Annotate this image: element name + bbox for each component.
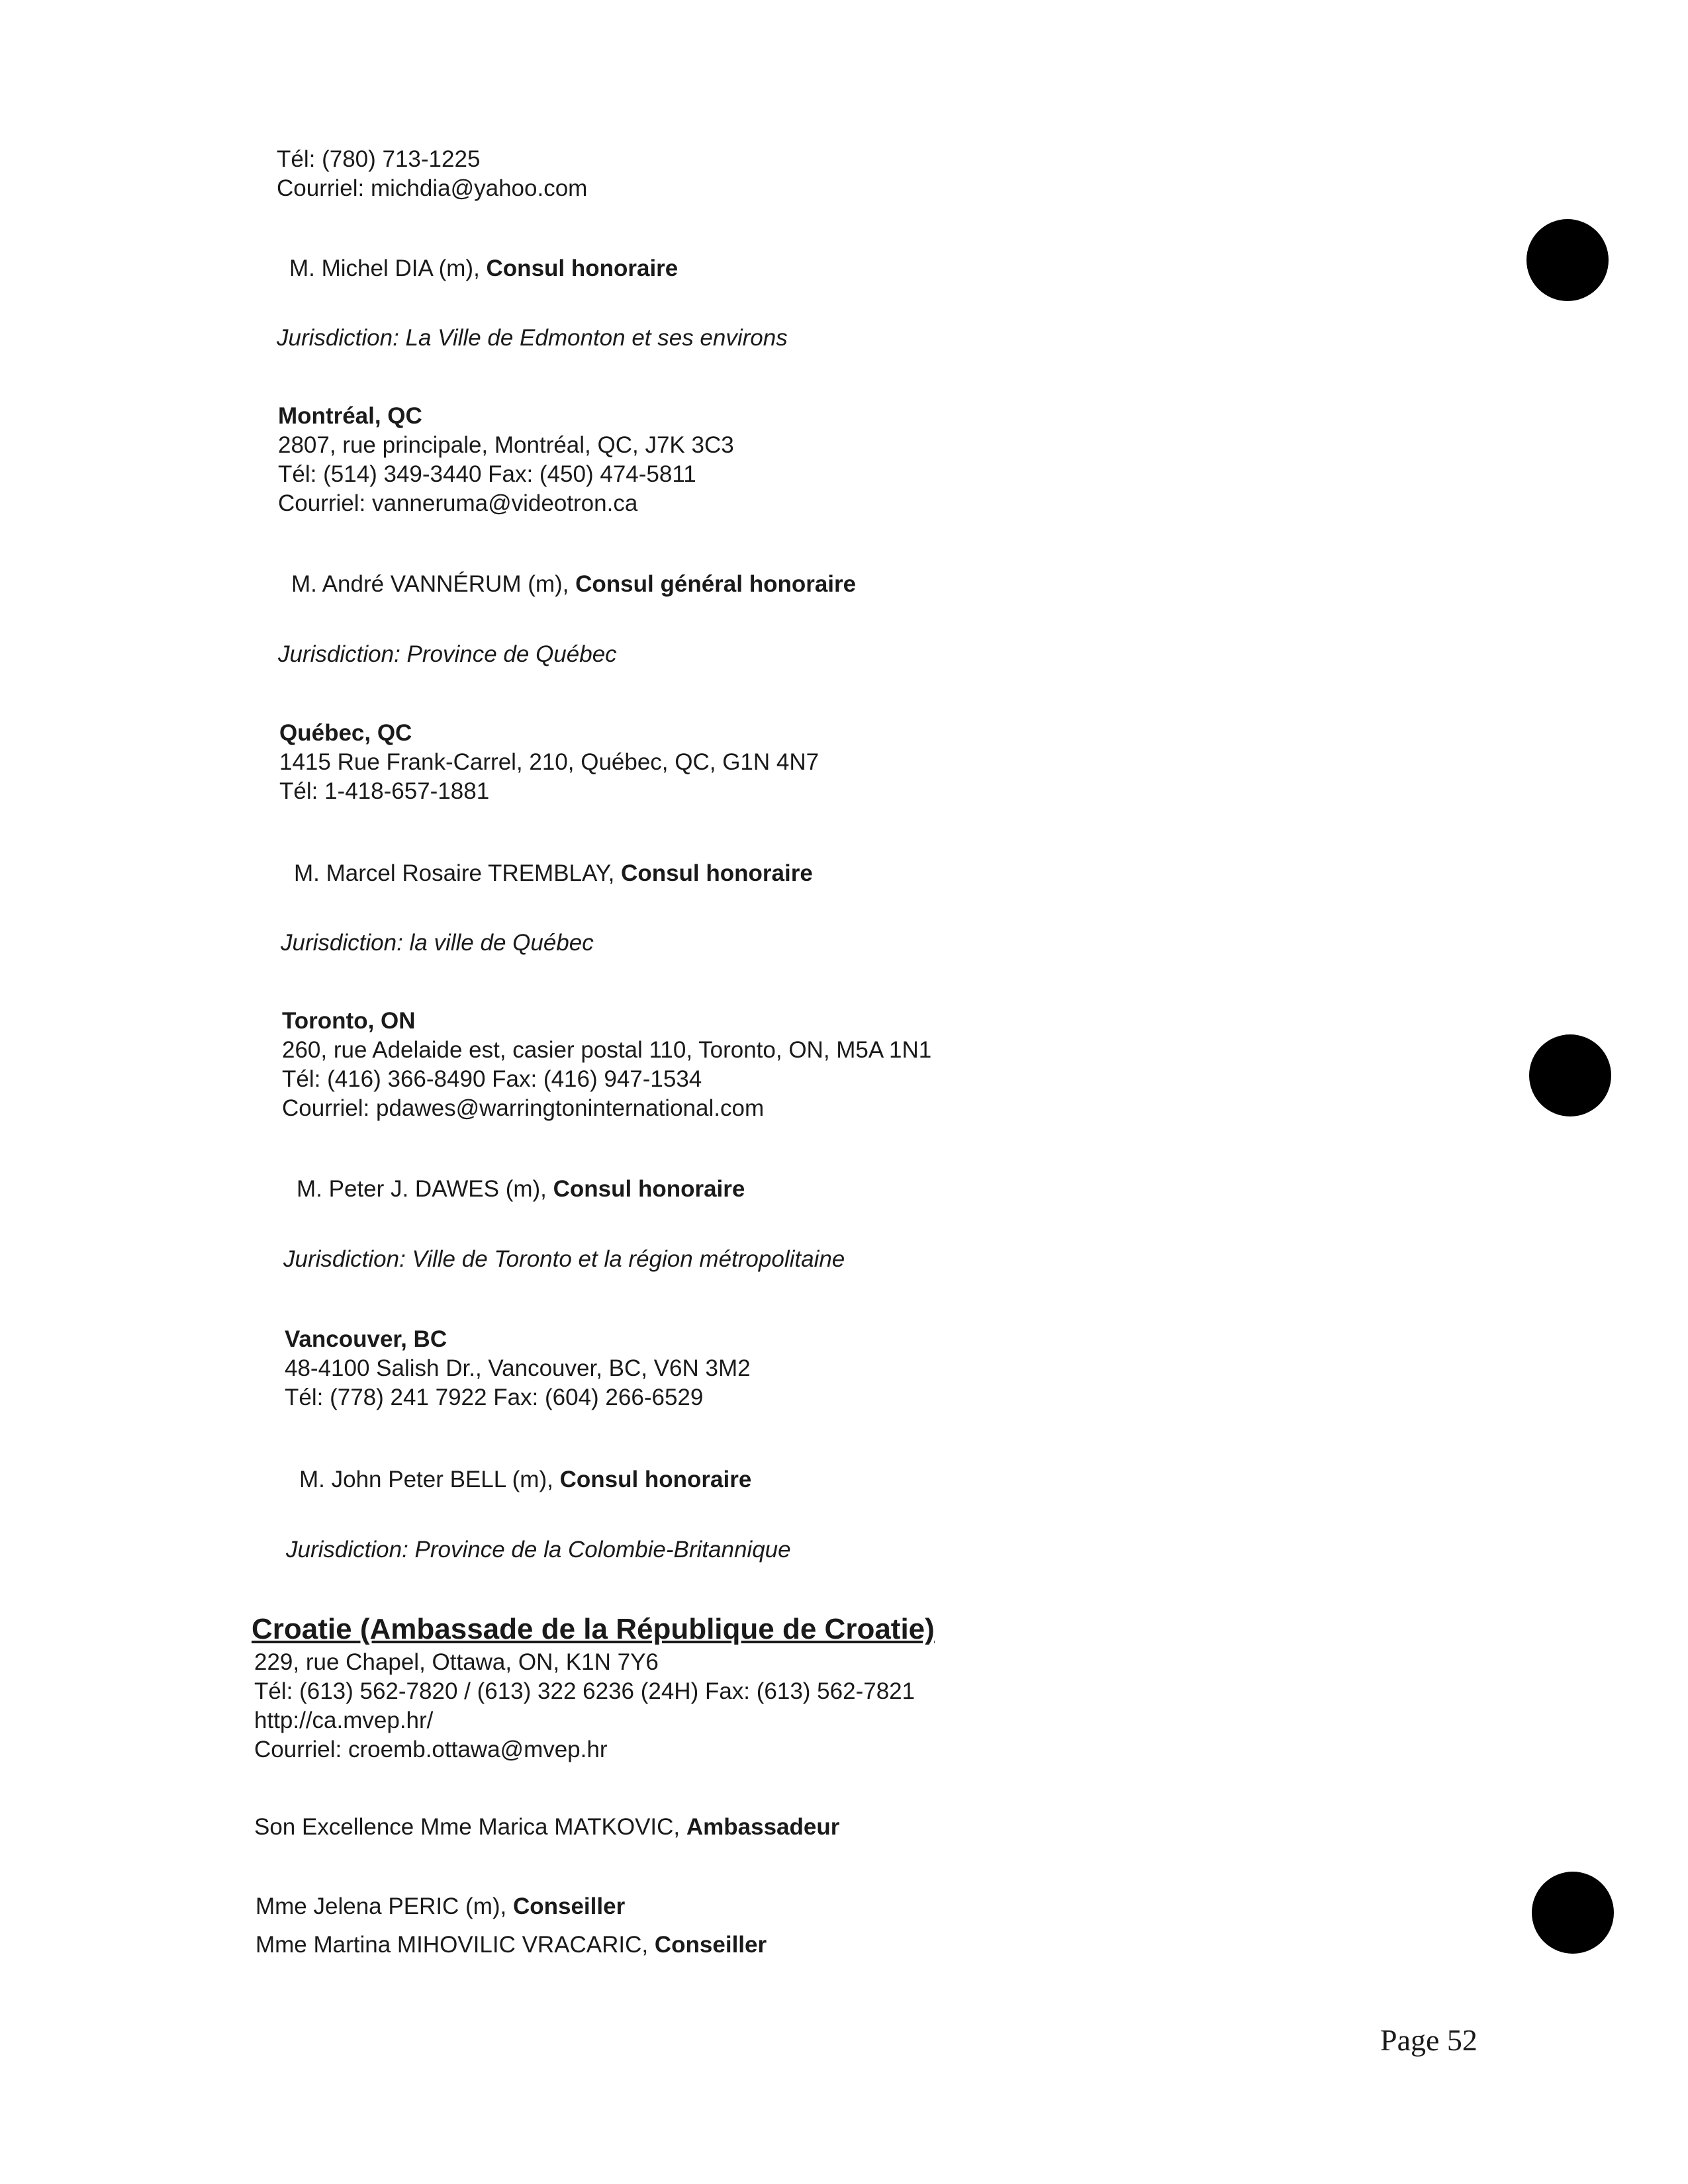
contact-line: Courriel: vanneruma@videotron.ca [278, 490, 638, 516]
punch-hole [1529, 1034, 1611, 1116]
contact-line: 48-4100 Salish Dr., Vancouver, BC, V6N 3M2 [285, 1355, 751, 1381]
city-heading: Montréal, QC [278, 403, 422, 429]
officer-line [299, 1466, 751, 1494]
page-number: Page 52 [1380, 2023, 1477, 2057]
jurisdiction: Jurisdiction: Province de Québec [278, 641, 617, 667]
staff-line [256, 1931, 767, 1959]
punch-hole [1526, 219, 1609, 301]
officer-name: M. Michel DIA (m), [289, 255, 487, 281]
officer-title: Consul honoraire [553, 1176, 745, 1202]
officer-line [291, 570, 856, 598]
staff-title: Ambassadeur [686, 1814, 840, 1840]
contact-line: 1415 Rue Frank-Carrel, 210, Québec, QC, G1N 4N7 [279, 749, 820, 775]
staff-name: Mme Martina MIHOVILIC VRACARIC, [256, 1932, 655, 1958]
contact-line: Tél: (778) 241 7922 Fax: (604) 266-6529 [285, 1385, 704, 1410]
contact-line: 260, rue Adelaide est, casier postal 110, Toronto, ON, M5A 1N1 [282, 1037, 932, 1063]
officer-line [289, 255, 678, 283]
embassy-heading: Croatie (Ambassade de la République de Croatie) [252, 1613, 935, 1645]
punch-hole [1532, 1872, 1614, 1954]
website-line: http://ca.mvep.hr/ [254, 1707, 434, 1733]
officer-title: Consul honoraire [559, 1467, 752, 1492]
staff-name: Mme Jelena PERIC (m), [256, 1893, 513, 1919]
officer-title: Consul honoraire [621, 860, 813, 886]
city-heading: Québec, QC [279, 720, 412, 746]
jurisdiction: Jurisdiction: Ville de Toronto et la région métropolitaine [283, 1246, 845, 1272]
contact-line: Tél: (780) 713-1225 [277, 146, 481, 172]
staff-line [256, 1893, 625, 1921]
contact-line: Courriel: pdawes@warringtoninternational.com [282, 1095, 765, 1121]
staff-title: Conseiller [654, 1932, 767, 1958]
contact-line: Tél: (613) 562-7820 / (613) 322 6236 (24H) Fax: (613) 562-7821 [254, 1678, 915, 1704]
contact-line: Tél: (514) 349-3440 Fax: (450) 474-5811 [278, 461, 696, 487]
officer-name: M. Peter J. DAWES (m), [297, 1176, 553, 1202]
contact-line: Courriel: michdia@yahoo.com [277, 175, 588, 201]
officer-line [294, 860, 813, 887]
contact-line: 229, rue Chapel, Ottawa, ON, K1N 7Y6 [254, 1649, 659, 1675]
officer-title: Consul honoraire [486, 255, 679, 281]
jurisdiction: Jurisdiction: La Ville de Edmonton et ses environs [277, 325, 788, 351]
city-heading: Vancouver, BC [285, 1326, 447, 1352]
contact-line: 2807, rue principale, Montréal, QC, J7K 3C3 [278, 432, 734, 458]
officer-name: M. Marcel Rosaire TREMBLAY, [294, 860, 622, 886]
officer-line [297, 1175, 745, 1203]
staff-line [254, 1813, 839, 1841]
city-heading: Toronto, ON [282, 1008, 416, 1034]
contact-line: Courriel: croemb.ottawa@mvep.hr [254, 1737, 608, 1762]
contact-line: Tél: 1-418-657-1881 [279, 778, 490, 804]
officer-name: M. André VANNÉRUM (m), [291, 571, 576, 597]
officer-title: Consul général honoraire [575, 571, 857, 597]
staff-title: Conseiller [512, 1893, 626, 1919]
staff-name: Son Excellence Mme Marica MATKOVIC, [254, 1814, 686, 1840]
contact-line: Tél: (416) 366-8490 Fax: (416) 947-1534 [282, 1066, 702, 1092]
officer-name: M. John Peter BELL (m), [299, 1467, 560, 1492]
jurisdiction: Jurisdiction: Province de la Colombie-Britannique [286, 1537, 791, 1563]
jurisdiction: Jurisdiction: la ville de Québec [281, 930, 594, 956]
